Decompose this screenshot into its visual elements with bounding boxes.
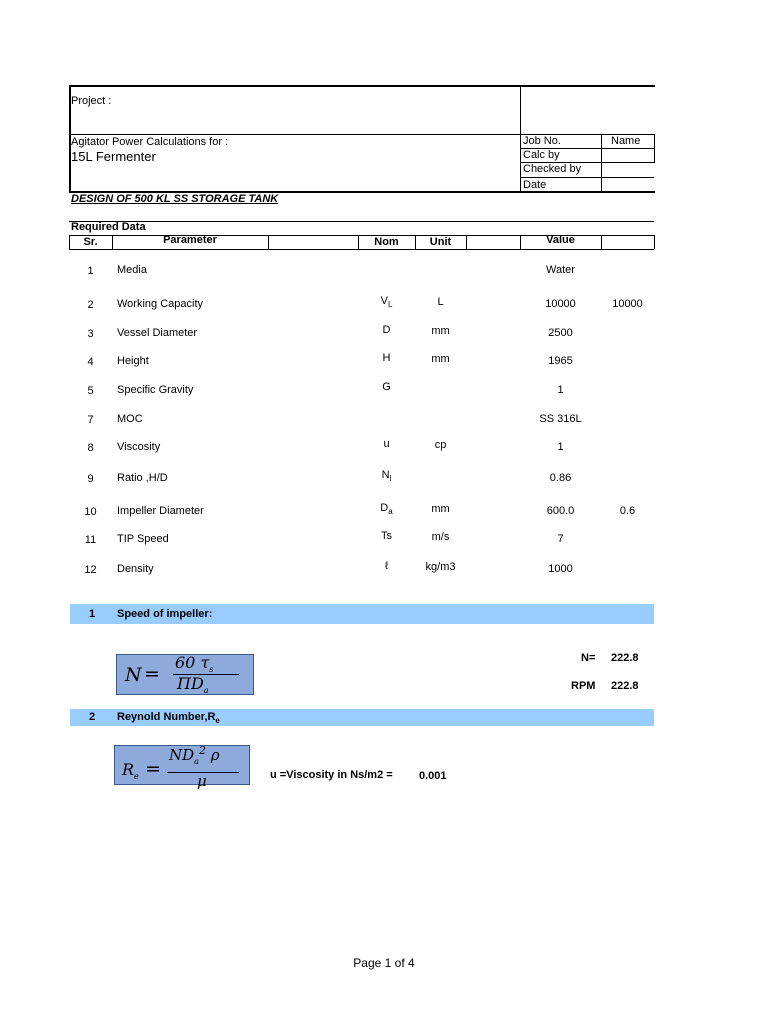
section-1-number: 1 xyxy=(89,608,96,620)
section-2-title: Reynold $Number,R_e$ xyxy=(117,711,220,726)
row-unit: cp xyxy=(434,439,447,451)
row-nom: D xyxy=(382,324,391,336)
row-parameter: Vessel Diameter xyxy=(117,327,198,339)
row-sr: 3 xyxy=(87,328,94,340)
row-parameter: Specific Gravity xyxy=(117,384,194,396)
row-unit: kg/m3 xyxy=(425,561,456,573)
row-sr: 7 xyxy=(87,414,94,426)
row-nom: H xyxy=(382,352,391,364)
row-value: 0.86 xyxy=(549,472,572,484)
row-sr: 10 xyxy=(84,506,97,518)
row-value: 1 xyxy=(557,441,564,453)
row-nom: $N_l$ xyxy=(381,469,392,484)
row-parameter: Viscosity xyxy=(117,441,161,453)
row-unit: L xyxy=(437,296,444,308)
row-extra: 0.6 xyxy=(619,505,636,517)
row-parameter: TIP Speed xyxy=(117,533,169,545)
row-sr: 5 xyxy=(87,385,94,397)
row-unit: m/s xyxy=(431,531,450,543)
row-parameter: Ratio ,H/D xyxy=(117,472,168,484)
n-value: 222.8 xyxy=(611,652,639,664)
section-1-title: Speed of impeller: xyxy=(117,608,213,620)
project-label: Project : xyxy=(71,95,112,107)
date-label: Date xyxy=(523,179,547,191)
row-sr: 11 xyxy=(84,534,97,546)
col-unit: Unit xyxy=(429,236,452,248)
row-sr: 1 xyxy=(87,265,94,277)
checked-by-label: Checked by xyxy=(523,163,582,175)
required-data-heading: Required Data xyxy=(71,221,146,233)
viscosity-value: 0.001 xyxy=(419,770,447,782)
row-unit: mm xyxy=(431,503,450,515)
col-nom: Nom xyxy=(374,236,399,248)
col-value: Value xyxy=(546,234,575,246)
formula-lhs: N xyxy=(125,664,142,686)
row-sr: 8 xyxy=(87,442,94,454)
row-value: 2500 xyxy=(548,327,573,339)
col-parameter: Parameter xyxy=(163,234,217,246)
row-value: 1 xyxy=(557,384,564,396)
row-value: 7 xyxy=(557,533,564,545)
row-value: SS 316L xyxy=(539,413,582,425)
row-sr: 4 xyxy=(87,356,94,368)
row-parameter: MOC xyxy=(117,413,143,425)
row-unit: mm xyxy=(431,325,450,337)
row-nom: ℓ xyxy=(384,560,389,572)
formula-numerator: ND xyxy=(169,746,195,764)
reynolds-formula: $R_e$ = $ND_a^2$ ρ μ xyxy=(114,745,250,785)
row-value: 10000 xyxy=(545,298,576,310)
row-parameter: Working Capacity xyxy=(117,298,203,310)
design-title: DESIGN OF 500 KL SS STORAGE TANK xyxy=(71,193,279,205)
formula-denominator: ΠD xyxy=(177,674,204,693)
col-sr: Sr. xyxy=(83,236,98,248)
row-value: 600.0 xyxy=(546,505,575,517)
formula-lhs: R xyxy=(122,760,135,779)
row-value: Water xyxy=(546,264,575,276)
calc-by-label: Calc by xyxy=(523,149,560,161)
page-number: Page 1 of 4 xyxy=(353,956,415,970)
formula-denominator: μ xyxy=(197,772,207,790)
row-sr: 12 xyxy=(84,564,97,576)
row-parameter: Density xyxy=(117,563,154,575)
n-label: N= xyxy=(581,652,596,664)
row-nom: $V_L$ xyxy=(380,295,393,310)
calc-label: Agitator Power Calculations for : xyxy=(71,136,229,148)
row-sr: 2 xyxy=(87,299,94,311)
row-value: 1965 xyxy=(548,355,573,367)
row-parameter: Media xyxy=(117,264,147,276)
job-no-label: Job No. xyxy=(523,135,561,147)
row-sr: 9 xyxy=(87,473,94,485)
section-2-number: 2 xyxy=(89,711,96,723)
row-parameter: Height xyxy=(117,355,149,367)
formula-numerator: 60 τ xyxy=(175,653,210,672)
row-unit: mm xyxy=(431,353,450,365)
rpm-label: RPM xyxy=(571,680,596,692)
row-extra: 10000 xyxy=(612,298,643,310)
row-nom: u xyxy=(383,438,390,450)
row-nom: G xyxy=(382,381,391,393)
impeller-speed-formula: N = 60 $\tau_s$ $\Pi D_a$ xyxy=(116,654,254,695)
row-value: 1000 xyxy=(548,563,573,575)
name-label: Name xyxy=(611,135,641,147)
row-parameter: Impeller Diameter xyxy=(117,505,204,517)
row-nom: Ts xyxy=(381,530,392,542)
viscosity-label: u =Viscosity in Ns/m2 = xyxy=(270,769,393,781)
row-nom: $D_a$ xyxy=(380,502,393,517)
rpm-value: 222.8 xyxy=(611,680,639,692)
calc-value: 15L Fermenter xyxy=(71,149,156,164)
